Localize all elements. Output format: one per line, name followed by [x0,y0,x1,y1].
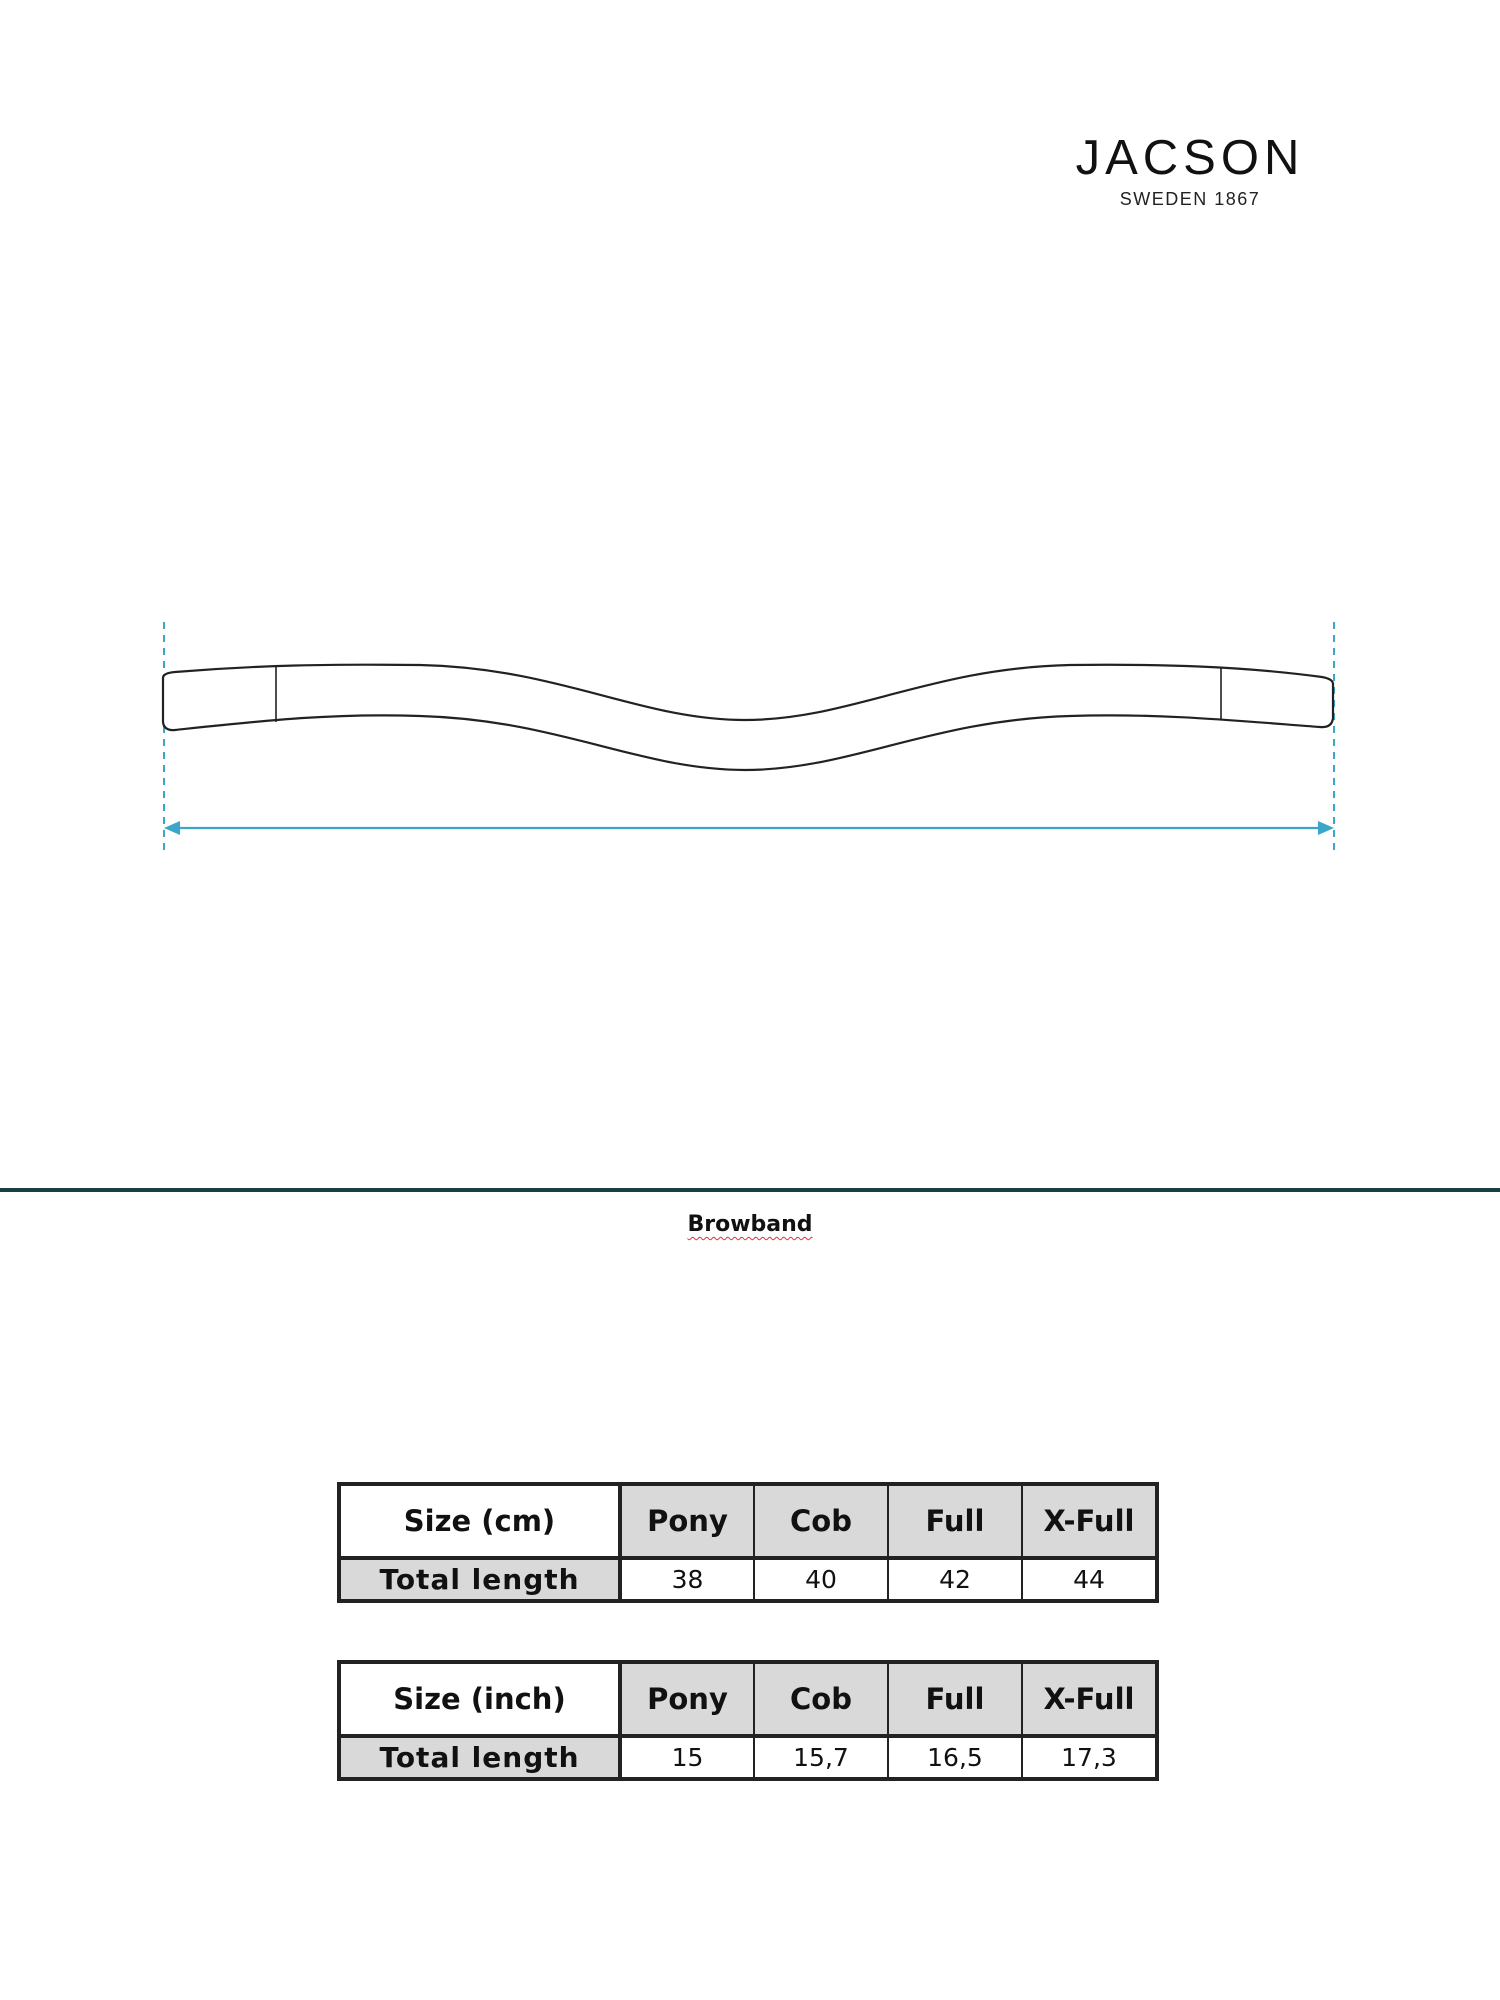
size-header-x-full: X-Full [1022,1485,1156,1558]
total-length-pony: 15 [620,1736,754,1778]
size-header-label: Size (inch) [340,1663,620,1736]
measure-arrow-right [1318,821,1334,835]
total-length-cob: 40 [754,1558,888,1600]
total-length-label: Total length [340,1736,620,1778]
total-length-row [340,1558,1156,1600]
size-table-header-row [340,1663,1156,1736]
total-length-x-full: 44 [1022,1558,1156,1600]
size-header-pony: Pony [620,1663,754,1736]
total-length-full: 16,5 [888,1736,1022,1778]
total-length-x-full: 17,3 [1022,1736,1156,1778]
size-table-header-row [340,1485,1156,1558]
browband-technical-drawing [0,600,1500,880]
size-header-label: Size (cm) [340,1485,620,1558]
size-header-full: Full [888,1485,1022,1558]
total-length-cob: 15,7 [754,1736,888,1778]
total-length-label: Total length [340,1558,620,1600]
size-table-cm [339,1484,1157,1601]
size-header-x-full: X-Full [1022,1663,1156,1736]
brand-tagline: SWEDEN 1867 [1119,189,1261,209]
size-table-inch [339,1662,1157,1779]
section-divider [0,1188,1500,1192]
brand-name: JACSON [1075,131,1305,185]
total-length-pony: 38 [620,1558,754,1600]
browband-outline [163,665,1333,770]
product-title-text: Browband [687,1212,813,1237]
product-title [0,1212,1500,1237]
measure-arrow-left [164,821,180,835]
size-header-pony: Pony [620,1485,754,1558]
brand-logo [1040,128,1340,210]
total-length-row [340,1736,1156,1778]
total-length-full: 42 [888,1558,1022,1600]
size-header-full: Full [888,1663,1022,1736]
size-header-cob: Cob [754,1485,888,1558]
size-header-cob: Cob [754,1663,888,1736]
